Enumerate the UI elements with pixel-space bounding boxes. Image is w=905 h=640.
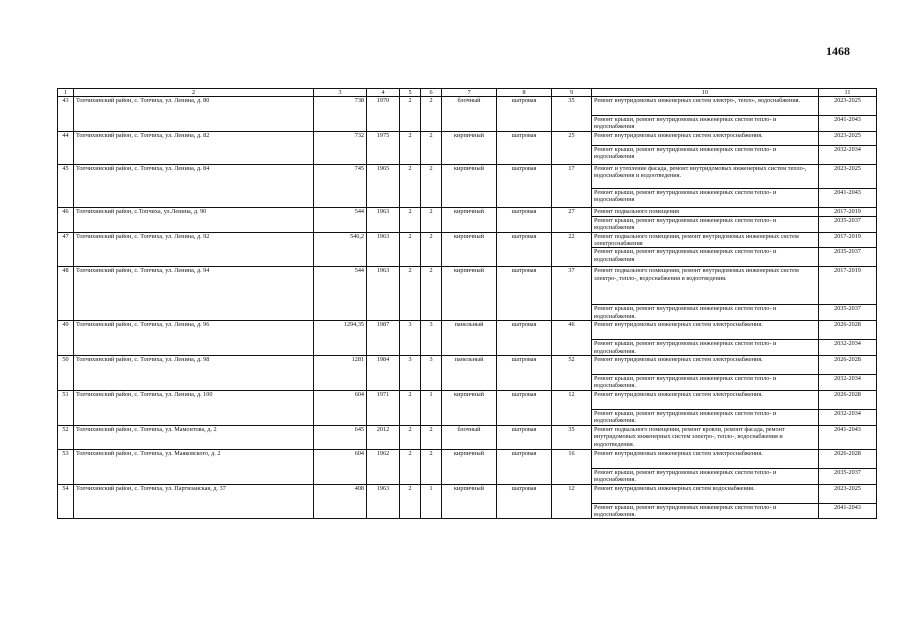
work-period-cell: 2041-2043 — [819, 425, 877, 449]
roof-type-cell: шатровая — [497, 356, 552, 391]
wall-material-cell: панельный — [442, 356, 497, 391]
wear-cell: 35 — [552, 97, 592, 132]
area-cell: 645 — [314, 425, 367, 449]
wall-material-cell: блочный — [442, 425, 497, 449]
work-period-cell: 2032-2034 — [819, 375, 877, 391]
table-row — [58, 425, 877, 449]
year-built-cell: 1971 — [367, 390, 400, 425]
work-description-cell: Ремонт подвального помещения, ремонт внутридомовых инженерных систем электроснабжения — [592, 232, 819, 248]
work-period-cell: 2035-2037 — [819, 216, 877, 232]
entrances-cell: 3 — [421, 321, 442, 356]
wall-material-cell: кирпичный — [442, 267, 497, 321]
table-row — [58, 321, 877, 340]
wear-cell: 35 — [552, 425, 592, 449]
floors-cell: 2 — [400, 390, 421, 425]
address-cell: Топчихинский район, с. Топчиха, ул. Ленина, д. 96 — [74, 321, 314, 356]
entrances-cell: 3 — [421, 356, 442, 391]
work-period-cell: 2032-2034 — [819, 340, 877, 356]
year-built-cell: 1963 — [367, 484, 400, 519]
work-description-cell: Ремонт крыши, ремонт внутридомовых инженерных систем тепло- и водоснабжения. — [592, 409, 819, 425]
year-built-cell: 1963 — [367, 207, 400, 232]
wall-material-cell: кирпичный — [442, 390, 497, 425]
floors-cell: 3 — [400, 321, 421, 356]
entrances-cell: 2 — [421, 232, 442, 267]
work-period-cell: 2017-2019 — [819, 267, 877, 305]
wall-material-cell: кирпичный — [442, 164, 497, 207]
header-cell: 8 — [497, 89, 552, 97]
table-row — [58, 267, 877, 305]
entrances-cell: 1 — [421, 484, 442, 519]
work-period-cell: 2041-2043 — [819, 188, 877, 207]
address-cell: Топчихинский район, с. Топчиха, ул. Ленина, д. 98 — [74, 356, 314, 391]
wear-cell: 37 — [552, 267, 592, 321]
year-built-cell: 1965 — [367, 164, 400, 207]
work-description-cell: Ремонт крыши, ремонт внутридомовых инженерных систем тепло- и водоснабжения. — [592, 468, 819, 484]
table-row — [58, 390, 877, 409]
entrances-cell: 2 — [421, 164, 442, 207]
entrances-cell: 2 — [421, 449, 442, 484]
row-number: 44 — [58, 131, 74, 164]
work-period-cell: 2041-2043 — [819, 116, 877, 132]
wear-cell: 27 — [552, 207, 592, 232]
year-built-cell: 1970 — [367, 97, 400, 132]
wall-material-cell: кирпичный — [442, 449, 497, 484]
entrances-cell: 2 — [421, 97, 442, 132]
work-description-cell: Ремонт крыши, ремонт внутридомовых инженерных систем тепло- и водоснабжения — [592, 216, 819, 232]
work-description-cell: Ремонт крыши, ремонт внутридомовых инженерных систем тепло- и водоснабжения — [592, 145, 819, 164]
table-row — [58, 131, 877, 145]
work-period-cell: 2017-2019 — [819, 207, 877, 216]
address-cell: Топчихинский район, с. Топчиха, ул. Ленина, д. 100 — [74, 390, 314, 425]
address-cell: Топчихинский район, с. Топчиха, ул. Партизанская, д. 37 — [74, 484, 314, 519]
work-description-cell: Ремонт внутридомовых инженерных систем электроснабжения. — [592, 131, 819, 145]
work-period-cell: 2026-2028 — [819, 449, 877, 468]
floors-cell: 2 — [400, 207, 421, 232]
year-built-cell: 2012 — [367, 425, 400, 449]
header-cell: 10 — [592, 89, 819, 97]
work-period-cell: 2032-2034 — [819, 409, 877, 425]
work-description-cell: Ремонт внутридомовых инженерных систем водоснабжения. — [592, 484, 819, 503]
header-cell: 11 — [819, 89, 877, 97]
row-number: 49 — [58, 321, 74, 356]
roof-type-cell: шатровая — [497, 232, 552, 267]
work-description-cell: Ремонт крыши, ремонт внутридомовых инженерных систем тепло- и водоснабжения — [592, 188, 819, 207]
header-cell: 9 — [552, 89, 592, 97]
area-cell: 1294,35 — [314, 321, 367, 356]
year-built-cell: 1962 — [367, 449, 400, 484]
wear-cell: 46 — [552, 321, 592, 356]
work-description-cell: Ремонт подвального помещения — [592, 207, 819, 216]
work-period-cell: 2032-2034 — [819, 145, 877, 164]
floors-cell: 2 — [400, 484, 421, 519]
floors-cell: 2 — [400, 97, 421, 132]
floors-cell: 2 — [400, 267, 421, 321]
work-description-cell: Ремонт крыши, ремонт внутридомовых инженерных систем тепло- и водоснабжения. — [592, 340, 819, 356]
header-cell: 6 — [421, 89, 442, 97]
area-cell: 738 — [314, 97, 367, 132]
work-description-cell: Ремонт внутридомовых инженерных систем электроснабжения. — [592, 449, 819, 468]
row-number: 53 — [58, 449, 74, 484]
area-cell: 604 — [314, 449, 367, 484]
address-cell: Топчихинский район, с. Топчиха, ул. Ленина, д. 80 — [74, 97, 314, 132]
roof-type-cell: шатровая — [497, 321, 552, 356]
table-row — [58, 449, 877, 468]
work-description-cell: Ремонт крыши, ремонт внутридомовых инженерных систем тепло- и водоснабжения — [592, 116, 819, 132]
year-built-cell: 1975 — [367, 131, 400, 164]
work-description-cell: Ремонт крыши, ремонт внутридомовых инженерных систем тепло- и водоснабжения — [592, 248, 819, 267]
row-number: 51 — [58, 390, 74, 425]
entrances-cell: 2 — [421, 207, 442, 232]
header-cell: 5 — [400, 89, 421, 97]
wear-cell: 17 — [552, 164, 592, 207]
work-description-cell: Ремонт подвального помещения, ремонт кровли, ремонт фасада, ремонт внутридомовых инженерных систем электро-, тепло-, водоснабжения и водоотведения. — [592, 425, 819, 449]
table-row — [58, 232, 877, 248]
floors-cell: 2 — [400, 425, 421, 449]
address-cell: Топчихинский район, с. Топчиха, ул. Ленина, д. 82 — [74, 131, 314, 164]
wear-cell: 25 — [552, 131, 592, 164]
year-built-cell: 1963 — [367, 232, 400, 267]
work-period-cell: 2026-2028 — [819, 321, 877, 340]
row-number: 43 — [58, 97, 74, 132]
address-cell: Топчихинский район, с. Топчиха, ул. Ленина, д. 84 — [74, 164, 314, 207]
address-cell: Топчихинский район, с. Топчиха, ул. Ленина, д. 92 — [74, 232, 314, 267]
header-cell: 4 — [367, 89, 400, 97]
work-description-cell: Ремонт крыши, ремонт внутридомовых инженерных систем тепло- и водоснабжения. — [592, 375, 819, 391]
registry-table — [57, 88, 877, 519]
area-cell: 745 — [314, 164, 367, 207]
entrances-cell: 1 — [421, 390, 442, 425]
work-period-cell: 2035-2037 — [819, 248, 877, 267]
area-cell: 1281 — [314, 356, 367, 391]
address-cell: Топчихинский район, с. Топчиха, ул. Ленина, д. 94 — [74, 267, 314, 321]
work-period-cell: 2035-2037 — [819, 305, 877, 321]
header-cell: 7 — [442, 89, 497, 97]
area-cell: 544 — [314, 207, 367, 232]
area-cell: 732 — [314, 131, 367, 164]
work-period-cell: 2023-2025 — [819, 131, 877, 145]
work-period-cell: 2023-2025 — [819, 97, 877, 116]
work-description-cell: Ремонт подвального помещения, ремонт внутридомовых инженерных систем электро-, тепло-, водоснабжения и водоотведения. — [592, 267, 819, 305]
page-number: 1468 — [826, 44, 850, 58]
row-number: 50 — [58, 356, 74, 391]
roof-type-cell: шатровая — [497, 267, 552, 321]
wall-material-cell: кирпичный — [442, 484, 497, 519]
roof-type-cell: шатровая — [497, 484, 552, 519]
work-period-cell: 2035-2037 — [819, 468, 877, 484]
work-description-cell: Ремонт внутридомовых инженерных систем электроснабжения. — [592, 321, 819, 340]
wall-material-cell: кирпичный — [442, 131, 497, 164]
area-cell: 544 — [314, 267, 367, 321]
area-cell: 604 — [314, 390, 367, 425]
wall-material-cell: кирпичный — [442, 207, 497, 232]
work-description-cell: Ремонт крыши, ремонт внутридомовых инженерных систем тепло- и водоснабжения. — [592, 503, 819, 519]
header-cell: 1 — [58, 89, 74, 97]
roof-type-cell: шатровая — [497, 390, 552, 425]
floors-cell: 2 — [400, 449, 421, 484]
work-description-cell: Ремонт крыши, ремонт внутридомовых инженерных систем тепло- и водоснабжения. — [592, 305, 819, 321]
row-number: 54 — [58, 484, 74, 519]
header-cell: 3 — [314, 89, 367, 97]
address-cell: Топчихинский район, с. Топчиха, ул. Маяковского, д. 2 — [74, 449, 314, 484]
roof-type-cell: шатровая — [497, 425, 552, 449]
header-cell: 2 — [74, 89, 314, 97]
entrances-cell: 2 — [421, 131, 442, 164]
year-built-cell: 1987 — [367, 321, 400, 356]
roof-type-cell: шатровая — [497, 164, 552, 207]
table-row — [58, 164, 877, 188]
wear-cell: 22 — [552, 232, 592, 267]
year-built-cell: 1963 — [367, 267, 400, 321]
wear-cell: 16 — [552, 449, 592, 484]
work-period-cell: 2026-2028 — [819, 356, 877, 375]
table-row — [58, 207, 877, 216]
floors-cell: 2 — [400, 164, 421, 207]
work-description-cell: Ремонт внутридомовых инженерных систем электро-, тепло-, водоснабжения. — [592, 97, 819, 116]
address-cell: Топчихинский район, с.Топчиха, ул.Ленина, д. 90 — [74, 207, 314, 232]
wall-material-cell: панельный — [442, 321, 497, 356]
year-built-cell: 1984 — [367, 356, 400, 391]
wall-material-cell: кирпичный — [442, 232, 497, 267]
area-cell: 546,2 — [314, 232, 367, 267]
table-row — [58, 356, 877, 375]
table-row — [58, 484, 877, 503]
work-period-cell: 2023-2025 — [819, 484, 877, 503]
floors-cell: 2 — [400, 131, 421, 164]
work-description-cell: Ремонт внутридомовых инженерных систем электроснабжения. — [592, 390, 819, 409]
wear-cell: 52 — [552, 356, 592, 391]
work-description-cell: Ремонт внутридомовых инженерных систем электроснабжения. — [592, 356, 819, 375]
header-row — [58, 89, 877, 97]
work-period-cell: 2017-2019 — [819, 232, 877, 248]
table-row — [58, 97, 877, 116]
entrances-cell: 2 — [421, 425, 442, 449]
area-cell: 408 — [314, 484, 367, 519]
roof-type-cell: шатровая — [497, 207, 552, 232]
work-period-cell: 2041-2043 — [819, 503, 877, 519]
row-number: 45 — [58, 164, 74, 207]
row-number: 47 — [58, 232, 74, 267]
roof-type-cell: шатровая — [497, 449, 552, 484]
entrances-cell: 2 — [421, 267, 442, 321]
floors-cell: 2 — [400, 232, 421, 267]
row-number: 46 — [58, 207, 74, 232]
work-description-cell: Ремонт и утепление фасада, ремонт внутридомовых инженерных систем тепло-, водоснабжения и водоотведения. — [592, 164, 819, 188]
row-number: 48 — [58, 267, 74, 321]
roof-type-cell: шатровая — [497, 131, 552, 164]
address-cell: Топчихинский район, с. Топчиха, ул. Мамонтова, д. 2 — [74, 425, 314, 449]
wall-material-cell: блочный — [442, 97, 497, 132]
row-number: 52 — [58, 425, 74, 449]
work-period-cell: 2026-2028 — [819, 390, 877, 409]
wear-cell: 12 — [552, 390, 592, 425]
roof-type-cell: шатровая — [497, 97, 552, 132]
wear-cell: 12 — [552, 484, 592, 519]
floors-cell: 3 — [400, 356, 421, 391]
work-period-cell: 2023-2025 — [819, 164, 877, 188]
